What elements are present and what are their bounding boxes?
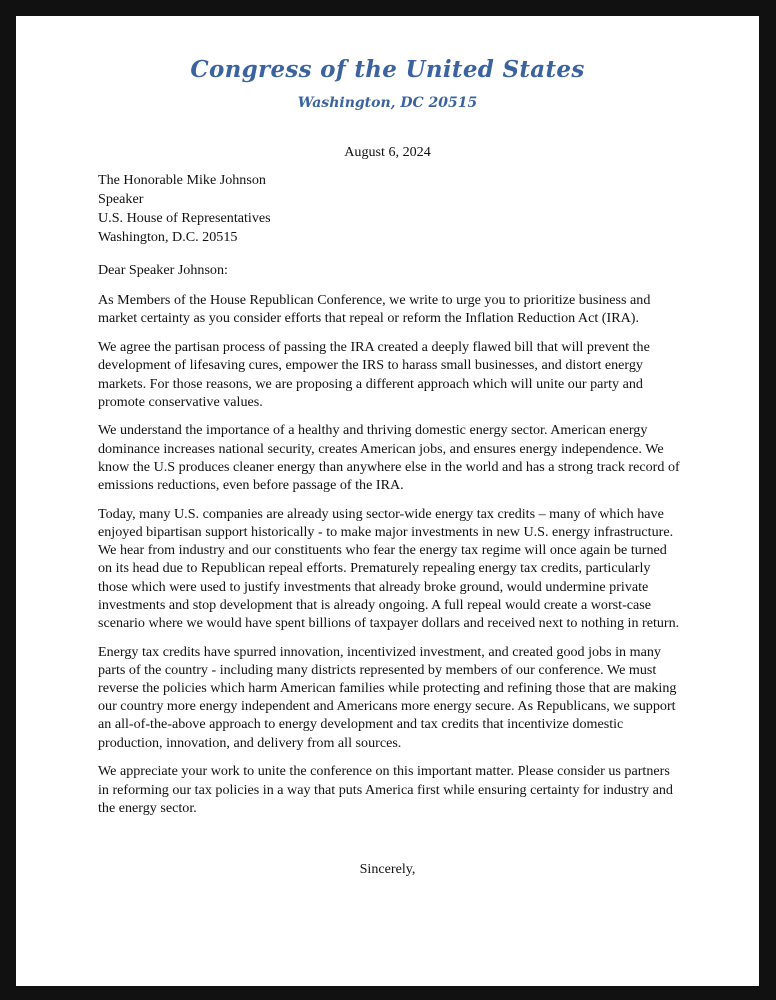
closing: Sincerely, [359, 861, 416, 877]
letter-date: August 6, 2024 [344, 144, 431, 160]
letterhead-subtitle: Washington, DC 20515 [297, 95, 478, 111]
paragraph: We agree the partisan process of passing the IRA created a deeply flawed bill that will prevent the development of lifesaving cures, empower the IRS to harass small businesses, and distort energy markets. For those reasons, we are proposing a different approach which will unite our party and promote conservative values. [98, 339, 650, 410]
paragraph: We appreciate your work to unite the conference on this important matter. Please consider us partners in reforming our tax policies in a way that puts America first while ensuring certainty for industry and the energy sector. [98, 763, 673, 816]
salutation: Dear Speaker Johnson: [98, 262, 228, 278]
paragraph: We understand the importance of a healthy and thriving domestic energy sector. American energy dominance increases national security, creates American jobs, and ensures energy independence. We know the U.S produces cleaner energy than anywhere else in the world and has a strong track record of emissions reductions, even before passage of the IRA. [98, 422, 680, 494]
letterhead-title: Congress of the United States [190, 56, 585, 83]
address-line: Washington, D.C. 20515 [98, 229, 238, 245]
paragraph: Energy tax credits have spurred innovation, incentivized investment, and created good jobs in many parts of the country - including many districts represented by members of our conference. We must reverse the policies which harm American families while protecting and refining those that are making our country more energy independent and Americans more energy secure. As Republicans, we support an all-of-the-above approach to energy development and tax credits that incentivize domestic production, innovation, and delivery from all sources. [98, 643, 677, 751]
address-line: The Honorable Mike Johnson [98, 172, 266, 188]
paragraph: As Members of the House Republican Conference, we write to urge you to prioritize business and market certainty as you consider efforts that repeal or reform the Inflation Reduction Act (IRA). [98, 292, 651, 327]
letter-page [16, 16, 759, 986]
address-line: U.S. House of Representatives [98, 210, 271, 226]
recipient-address [98, 171, 658, 247]
paragraph: Today, many U.S. companies are already using sector-wide energy tax credits – many of which have enjoyed bipartisan support historically - to make major investments in new U.S. energy infrastructure. We hear from industry and our constituents who fear the energy tax regime will once again be turned on its head due to Republican repeal efforts. Prematurely repealing energy tax credits, particularly those which were used to justify investments that already broke ground, would undermine private investments and stop development that is already ongoing. A full repeal would create a worst-case scenario where we would have spent billions of taxpayer dollars and received next to nothing in return. [98, 505, 680, 631]
letter-body [98, 261, 683, 827]
address-line: Speaker [98, 191, 144, 207]
